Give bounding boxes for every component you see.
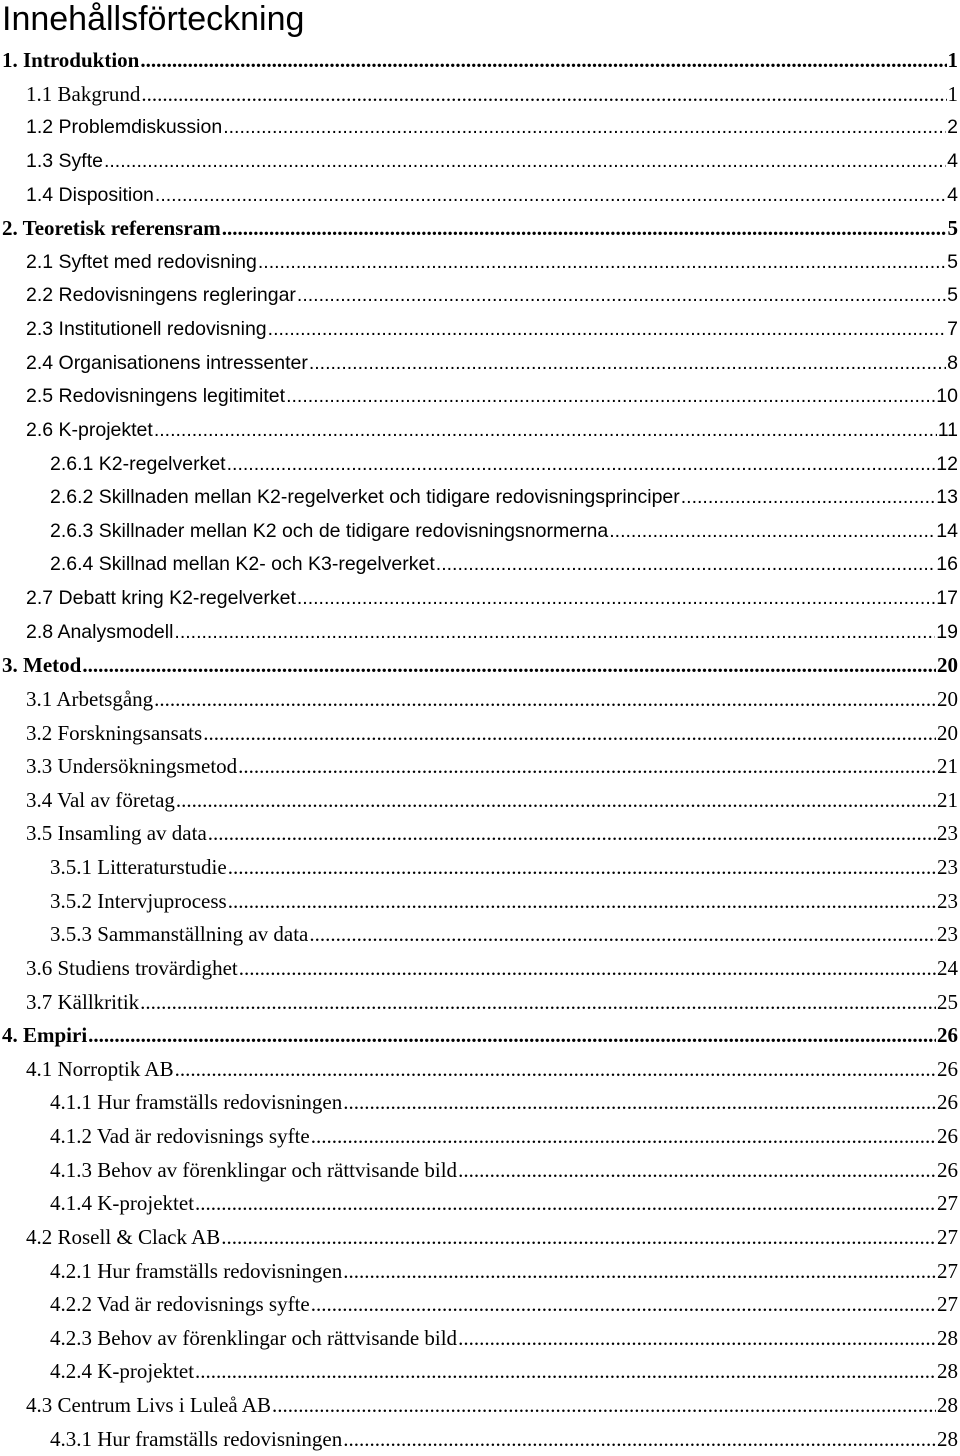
toc-entry-page-number: 20 [937, 653, 958, 678]
toc-dot-leader [309, 347, 946, 381]
toc-dot-leader [297, 582, 935, 616]
toc-entry-level-2[interactable] [0, 414, 960, 448]
toc-dot-leader [88, 1019, 936, 1053]
toc-dot-leader [258, 246, 946, 280]
toc-entry-level-2[interactable] [0, 1389, 960, 1423]
toc-entry-page-number: 26 [937, 1023, 958, 1048]
toc-entry-page-number: 1 [947, 81, 958, 106]
toc-dot-leader [343, 1086, 936, 1120]
toc-entry-page-number: 13 [936, 486, 958, 509]
toc-entry-page-number: 5 [947, 284, 958, 307]
toc-entry-level-3[interactable] [0, 1255, 960, 1289]
toc-entry-label: 2.6 K-projektet [26, 418, 153, 441]
toc-dot-leader [223, 111, 946, 145]
toc-entry-page-number: 28 [937, 1325, 958, 1350]
toc-dot-leader [141, 78, 946, 112]
toc-entry-label: 4.1.4 K-projektet [50, 1191, 195, 1216]
toc-dot-leader [309, 918, 936, 952]
toc-entry-page-number: 4 [947, 183, 958, 206]
toc-entry-level-2[interactable] [0, 817, 960, 851]
toc-dot-leader [222, 212, 947, 246]
toc-entry-level-3[interactable] [0, 885, 960, 919]
toc-entry-label: 4.2.2 Vad är redovisnings syfte [50, 1292, 310, 1317]
toc-dot-leader [227, 448, 936, 482]
toc-entry-level-2[interactable] [0, 246, 960, 280]
toc-dot-leader [609, 515, 935, 549]
toc-dot-leader [297, 279, 946, 313]
toc-entry-page-number: 2 [947, 116, 958, 139]
toc-dot-leader [239, 952, 936, 986]
toc-entry-page-number: 28 [937, 1359, 958, 1384]
toc-dot-leader [436, 548, 936, 582]
toc-entry-level-2[interactable] [0, 582, 960, 616]
toc-entry-page-number: 25 [937, 989, 958, 1014]
toc-entry-level-2[interactable] [0, 750, 960, 784]
toc-entry-label: 3.3 Undersökningsmetod [26, 754, 238, 779]
toc-entry-level-3[interactable] [0, 1154, 960, 1188]
toc-dot-leader [343, 1423, 936, 1456]
toc-entry-label: 2.1 Syftet med redovisning [26, 250, 257, 273]
toc-entry-label: 2.2 Redovisningens regleringar [26, 284, 296, 307]
toc-entry-label: 4.1.2 Vad är redovisnings syfte [50, 1124, 310, 1148]
toc-entry-level-1[interactable] [0, 44, 960, 78]
toc-entry-level-3[interactable] [0, 548, 960, 582]
toc-entry-page-number: 23 [937, 821, 958, 846]
toc-entry-label: 3.4 Val av företag [26, 787, 175, 812]
toc-entry-label: 2.3 Institutionell redovisning [26, 318, 267, 340]
toc-entry-label: 4.2.4 K-projektet [50, 1359, 195, 1384]
toc-dot-leader [155, 179, 946, 213]
toc-entry-label: 2.8 Analysmodell [26, 620, 174, 643]
toc-dot-leader [343, 1255, 936, 1289]
toc-entry-page-number: 21 [937, 754, 958, 779]
toc-entry-page-number: 27 [937, 1292, 958, 1317]
toc-entry-label: 2.6.4 Skillnad mellan K2- och K3-regelverket [50, 553, 435, 576]
toc-entry-page-number: 26 [937, 1056, 958, 1081]
toc-entry-level-2[interactable] [0, 616, 960, 650]
toc-dot-leader [195, 1355, 936, 1389]
toc-entry-page-number: 26 [937, 1090, 958, 1115]
toc-entry-label: 3. Metod [2, 653, 82, 678]
toc-entry-page-number: 23 [937, 922, 958, 947]
toc-entry-label: 1. Introduktion [2, 48, 140, 72]
toc-entry-label: 4. Empiri [2, 1023, 88, 1048]
toc-entry-page-number: 24 [937, 955, 958, 980]
toc-entry-level-2[interactable] [0, 179, 960, 213]
toc-entry-level-1[interactable] [0, 212, 960, 246]
toc-entry-page-number: 5 [947, 216, 958, 241]
toc-entry-level-2[interactable] [0, 683, 960, 717]
toc-entry-label: 3.5 Insamling av data [26, 821, 207, 846]
toc-entry-level-3[interactable] [0, 448, 960, 482]
toc-entry-level-2[interactable] [0, 313, 960, 347]
toc-entry-page-number: 19 [936, 620, 958, 643]
toc-entry-label: 2.6.2 Skillnaden mellan K2-regelverket och tidigare redovisningsprinciper [50, 486, 680, 509]
toc-entry-level-3[interactable] [0, 515, 960, 549]
toc-dot-leader [458, 1322, 936, 1356]
toc-dot-leader [104, 145, 946, 179]
toc-entry-level-2[interactable] [0, 78, 960, 112]
toc-entry-level-3[interactable] [0, 1086, 960, 1120]
toc-dot-leader [154, 414, 937, 448]
toc-entry-page-number: 1 [947, 48, 958, 72]
toc-entry-level-2[interactable] [0, 347, 960, 381]
toc-entry-label: 2.5 Redovisningens legitimitet [26, 385, 286, 408]
toc-entry-page-number: 28 [937, 1426, 958, 1451]
toc-entry-page-number: 28 [937, 1393, 958, 1417]
toc-entry-page-number: 11 [937, 418, 958, 441]
toc-entry-page-number: 26 [937, 1124, 958, 1148]
toc-entry-label: 3.7 Källkritik [26, 989, 140, 1014]
toc-entry-label: 1.3 Syfte [26, 149, 103, 172]
toc-entry-page-number: 27 [937, 1258, 958, 1283]
toc-entry-page-number: 23 [937, 888, 958, 913]
toc-dot-leader [140, 986, 936, 1020]
toc-entry-level-3[interactable] [0, 851, 960, 885]
toc-entry-label: 4.1.1 Hur framställs redovisningen [50, 1090, 343, 1115]
toc-dot-leader [228, 885, 936, 919]
toc-entry-page-number: 23 [937, 855, 958, 879]
toc-entry-level-2[interactable] [0, 145, 960, 179]
toc-dot-leader [174, 616, 935, 650]
toc-entry-page-number: 26 [937, 1157, 958, 1182]
toc-entry-page-number: 4 [947, 149, 958, 172]
toc-entry-page-number: 14 [936, 519, 958, 542]
toc-entry-page-number: 27 [937, 1191, 958, 1216]
toc-entry-page-number: 5 [947, 250, 958, 273]
toc-entry-level-2[interactable] [0, 717, 960, 751]
toc-entry-level-2[interactable] [0, 380, 960, 414]
toc-entry-label: 4.2.1 Hur framställs redovisningen [50, 1258, 343, 1283]
toc-entry-level-2[interactable] [0, 986, 960, 1020]
toc-dot-leader [681, 481, 936, 515]
toc-entry-label: 3.5.2 Intervjuprocess [50, 888, 227, 913]
toc-dot-leader [311, 1288, 936, 1322]
toc-entry-page-number: 21 [937, 787, 958, 812]
toc-entry-label: 4.2.3 Behov av förenklingar och rättvisande bild [50, 1325, 458, 1350]
toc-entry-page-number: 7 [947, 318, 958, 340]
toc-dot-leader [176, 784, 936, 818]
toc-entry-page-number: 10 [936, 385, 958, 408]
toc-entry-page-number: 16 [936, 553, 958, 576]
toc-dot-leader [272, 1389, 936, 1423]
toc-entry-level-3[interactable] [0, 1355, 960, 1389]
toc-entry-label: 2.6.1 K2-regelverket [50, 452, 226, 475]
toc-entry-level-2[interactable] [0, 1053, 960, 1087]
toc-entry-page-number: 27 [937, 1224, 958, 1249]
toc-entry-label: 4.1 Norroptik AB [26, 1056, 174, 1081]
toc-entry-level-3[interactable] [0, 1423, 960, 1456]
toc-entry-level-2[interactable] [0, 111, 960, 145]
toc-entry-label: 3.5.1 Litteraturstudie [50, 855, 227, 879]
toc-dot-leader [203, 717, 936, 751]
toc-entry-level-3[interactable] [0, 1187, 960, 1221]
toc-entry-label: 3.2 Forskningsansats [26, 720, 203, 745]
toc-entry-page-number: 20 [937, 720, 958, 745]
toc-entry-level-3[interactable] [0, 1322, 960, 1356]
toc-dot-leader [238, 750, 936, 784]
toc-dot-leader [458, 1154, 936, 1188]
toc-dot-leader [268, 313, 946, 347]
toc-list [0, 44, 960, 1456]
toc-entry-label: 1.1 Bakgrund [26, 81, 141, 106]
toc-dot-leader [154, 683, 936, 717]
toc-entry-level-2[interactable] [0, 952, 960, 986]
toc-entry-label: 3.6 Studiens trovärdighet [26, 955, 238, 980]
toc-entry-level-2[interactable] [0, 1221, 960, 1255]
toc-entry-label: 4.3.1 Hur framställs redovisningen [50, 1426, 343, 1451]
toc-entry-page-number: 8 [947, 351, 958, 374]
toc-entry-level-1[interactable] [0, 649, 960, 683]
toc-dot-leader [175, 1053, 936, 1087]
toc-title: Innehållsförteckning [2, 0, 305, 38]
toc-entry-label: 4.2 Rosell & Clack AB [26, 1224, 221, 1249]
toc-entry-label: 2.4 Organisationens intressenter [26, 351, 308, 374]
toc-dot-leader [195, 1187, 936, 1221]
toc-entry-level-2[interactable] [0, 784, 960, 818]
toc-dot-leader [228, 851, 936, 885]
toc-entry-label: 4.3 Centrum Livs i Luleå AB [26, 1393, 271, 1417]
toc-entry-page-number: 12 [936, 452, 958, 475]
toc-dot-leader [140, 44, 946, 78]
toc-entry-page-number: 20 [937, 686, 958, 711]
toc-entry-label: 3.1 Arbetsgång [26, 686, 154, 711]
toc-dot-leader [208, 817, 936, 851]
toc-entry-label: 1.4 Disposition [26, 183, 154, 206]
toc-dot-leader [82, 649, 936, 683]
toc-entry-label: 2.6.3 Skillnader mellan K2 och de tidigare redovisningsnormerna [50, 519, 609, 542]
toc-entry-page-number: 17 [936, 587, 958, 609]
toc-entry-label: 1.2 Problemdiskussion [26, 116, 223, 139]
toc-entry-level-3[interactable] [0, 1288, 960, 1322]
toc-entry-label: 4.1.3 Behov av förenklingar och rättvisande bild [50, 1157, 458, 1182]
toc-entry-label: 2.7 Debatt kring K2-regelverket [26, 587, 296, 609]
toc-dot-leader [286, 380, 935, 414]
toc-entry-level-1[interactable] [0, 1019, 960, 1053]
toc-entry-level-3[interactable] [0, 1120, 960, 1154]
toc-entry-label: 3.5.3 Sammanställning av data [50, 922, 309, 947]
toc-dot-leader [311, 1120, 936, 1154]
toc-entry-level-3[interactable] [0, 481, 960, 515]
toc-entry-level-2[interactable] [0, 279, 960, 313]
toc-dot-leader [221, 1221, 936, 1255]
toc-entry-label: 2. Teoretisk referensram [2, 216, 221, 241]
toc-entry-level-3[interactable] [0, 918, 960, 952]
